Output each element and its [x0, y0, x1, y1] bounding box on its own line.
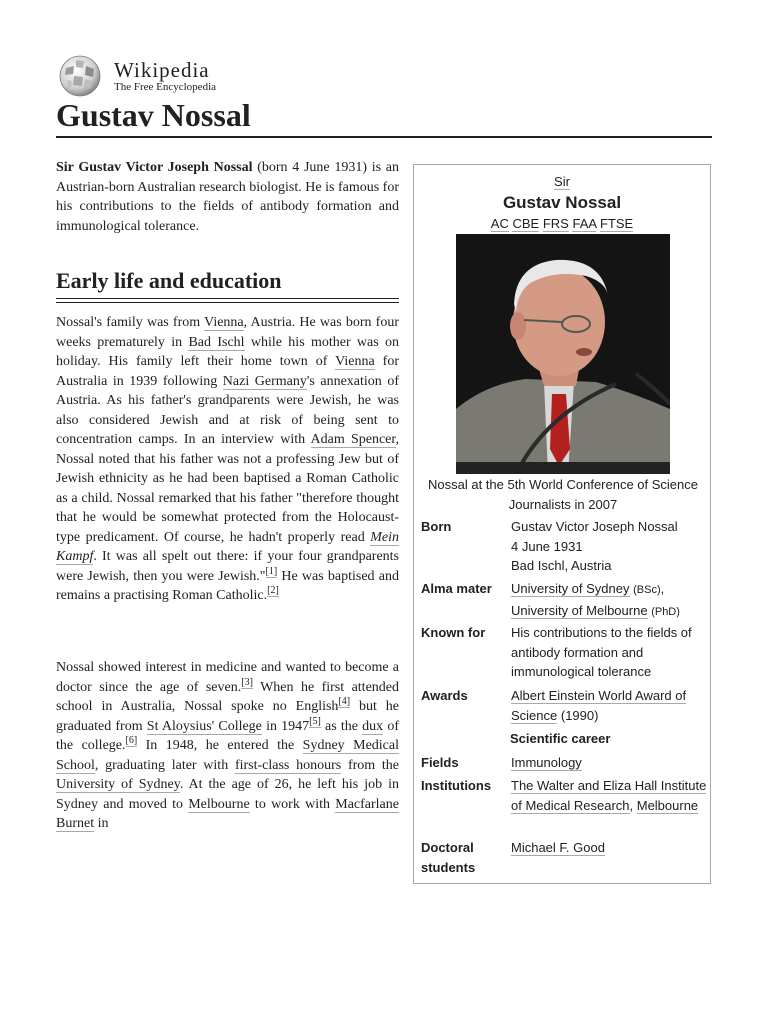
ref-4[interactable]: [4] [338, 696, 351, 708]
label-fields: Fields [421, 755, 459, 770]
born-date: 4 June 1931 [511, 538, 583, 554]
infobox-row-known-for [421, 623, 707, 682]
paragraph-early-life-1 [56, 313, 399, 606]
site-tagline: The Free Encyclopedia [114, 80, 217, 93]
wikipedia-wordmark [114, 57, 217, 93]
link-melbourne[interactable]: Melbourne [188, 796, 250, 812]
intro-text: (born 4 June 1931) is an Austrian-born Australian research biologist. He is famous for his contributions to the fields of antibody formation and immunological tolerance. [56, 160, 400, 234]
link-macfarlane-burnet[interactable]: Macfarlane Burnet [56, 796, 399, 831]
link-vienna-2[interactable]: Vienna [335, 354, 375, 369]
known-for-value: His contributions to the fields of antibody formation and immunological tolerance [511, 625, 692, 679]
link-wehi[interactable]: The Walter and Eliza Hall Institute of Medical Research [511, 778, 707, 813]
link-adam-spencer[interactable]: Adam Spencer [310, 432, 396, 447]
text: 's annexation of Austria. As his father's grandparents were Jewish, he was also considered Jewish and at risk of being sent to concentration camps. In an interview with [56, 373, 399, 447]
text: to work with [249, 796, 336, 812]
infobox-row-alma-mater: Alma mater University of Sydney (BSc), University of Melbourne (PhD) [421, 579, 707, 622]
award-year: (1990) [557, 707, 599, 723]
postnominal-ac[interactable]: AC [490, 215, 509, 231]
title-divider [56, 136, 712, 138]
born-full-name: Gustav Victor Joseph Nossal [511, 519, 678, 534]
link-inst-melbourne[interactable]: Melbourne [636, 797, 699, 813]
scientific-career-heading: Scientific career [510, 731, 611, 746]
degree-phd: (PhD) [651, 605, 680, 618]
infobox-postnominals [414, 214, 710, 234]
link-st-aloysius-college[interactable]: St Aloysius' College [146, 718, 262, 734]
text: , graduating later with [94, 757, 235, 773]
section-divider-1 [56, 298, 399, 299]
text: When he first attended school in Australia, Nossal spoke no English [56, 679, 399, 714]
postnominal-faa[interactable]: FAA [572, 215, 597, 231]
link-alma-sydney[interactable]: University of Sydney [511, 581, 630, 596]
text: . It was all spelt out there: if your four grandparents were Jewish, then you were Jewish." [56, 549, 399, 584]
text: in 1947 [261, 718, 310, 734]
text: , Austria. He was born four weeks prematurely in [56, 315, 400, 350]
label-alma-mater: Alma mater [421, 581, 492, 596]
section-heading-early-life: Early life and education [56, 268, 282, 293]
ref-2[interactable]: [2] [267, 585, 279, 597]
portrait-caption: Nossal at the 5th World Conference of Science Journalists in 2007 [427, 477, 699, 512]
link-michael-good[interactable]: Michael F. Good [511, 840, 605, 855]
link-immunology[interactable]: Immunology [511, 755, 582, 770]
infobox-row-fields [421, 753, 707, 773]
text: of the college. [56, 718, 399, 753]
text: from the [341, 757, 399, 773]
section-divider-2 [56, 302, 399, 303]
infobox [413, 164, 711, 884]
text: as the [320, 718, 363, 734]
link-university-of-sydney[interactable]: University of Sydney [56, 777, 180, 792]
infobox-row-institutions: Institutions The Walter and Eliza Hall Institute of Medical Research, Melbourne [421, 776, 707, 815]
link-einstein-award[interactable]: Albert Einstein World Award of Science [511, 688, 687, 723]
infobox-row-born [421, 517, 707, 576]
infobox-row-doctoral-students [421, 838, 707, 877]
text: Nossal showed interest in medicine and wanted to become a doctor since the age of seven. [56, 660, 399, 695]
postnominal-ftse[interactable]: FTSE [599, 215, 634, 231]
ref-5[interactable]: [5] [309, 715, 321, 727]
text: , Nossal noted that his father was not a professing Jew but of Jewish ethnicity as he had been baptised a Roman Catholic as a child. Nossal remarked that his father "therefore thought that he would be somewhat protected from the Holocaust-type predicament. Of course, he hadn't properly read [56, 432, 399, 545]
site-name: Wikipedia [114, 57, 210, 82]
paragraph-early-life-2 [56, 658, 399, 834]
text: He was baptised and remains a practising Roman Catholic. [56, 568, 399, 603]
label-doctoral-students: Doctoral students [421, 840, 476, 875]
label-awards: Awards [421, 688, 468, 703]
infobox-row-awards [421, 686, 707, 725]
text: . At the age of 26, he left his job in Sydney and moved to [56, 777, 399, 812]
text: Nossal's family was from [56, 315, 205, 330]
label-institutions: Institutions [421, 778, 492, 793]
label-known-for: Known for [421, 625, 486, 640]
text: In 1948, he entered the [137, 738, 303, 753]
intro-bold-name: Sir Gustav Victor Joseph Nossal [56, 160, 253, 175]
text: for Australia in 1939 following [56, 354, 399, 389]
intro-paragraph [56, 158, 399, 236]
link-sydney-medical-school[interactable]: Sydney Medical School [56, 738, 399, 773]
infobox-name: Gustav Nossal [502, 192, 622, 212]
link-first-class-honours[interactable]: first-class honours [234, 757, 342, 773]
link-dux[interactable]: dux [362, 718, 384, 734]
label-born: Born [421, 519, 452, 534]
text: but he graduated from [56, 699, 399, 734]
page-title: Gustav Nossal [56, 97, 251, 133]
text: in [94, 816, 109, 831]
link-nazi-germany[interactable]: Nazi Germany [222, 373, 307, 389]
link-alma-melbourne[interactable]: University of Melbourne [511, 602, 648, 618]
born-place: Bad Ischl, Austria [511, 558, 612, 573]
degree-bsc: (BSc) [633, 584, 661, 596]
link-vienna[interactable]: Vienna [204, 315, 244, 330]
infobox-honorific-link[interactable]: Sir [554, 174, 570, 189]
ref-3[interactable]: [3] [241, 676, 253, 688]
link-mein-kampf[interactable]: Mein Kampf [56, 529, 399, 564]
ref-1[interactable]: [1] [265, 565, 278, 577]
link-bad-ischl[interactable]: Bad Ischl [188, 334, 245, 350]
text: while his mother was on holiday. His family left their home town of [56, 334, 400, 369]
portrait-photo[interactable] [456, 234, 670, 474]
postnominal-frs[interactable]: FRS [542, 215, 569, 231]
ref-6[interactable]: [6] [125, 735, 138, 747]
postnominal-cbe[interactable]: CBE [512, 215, 540, 231]
